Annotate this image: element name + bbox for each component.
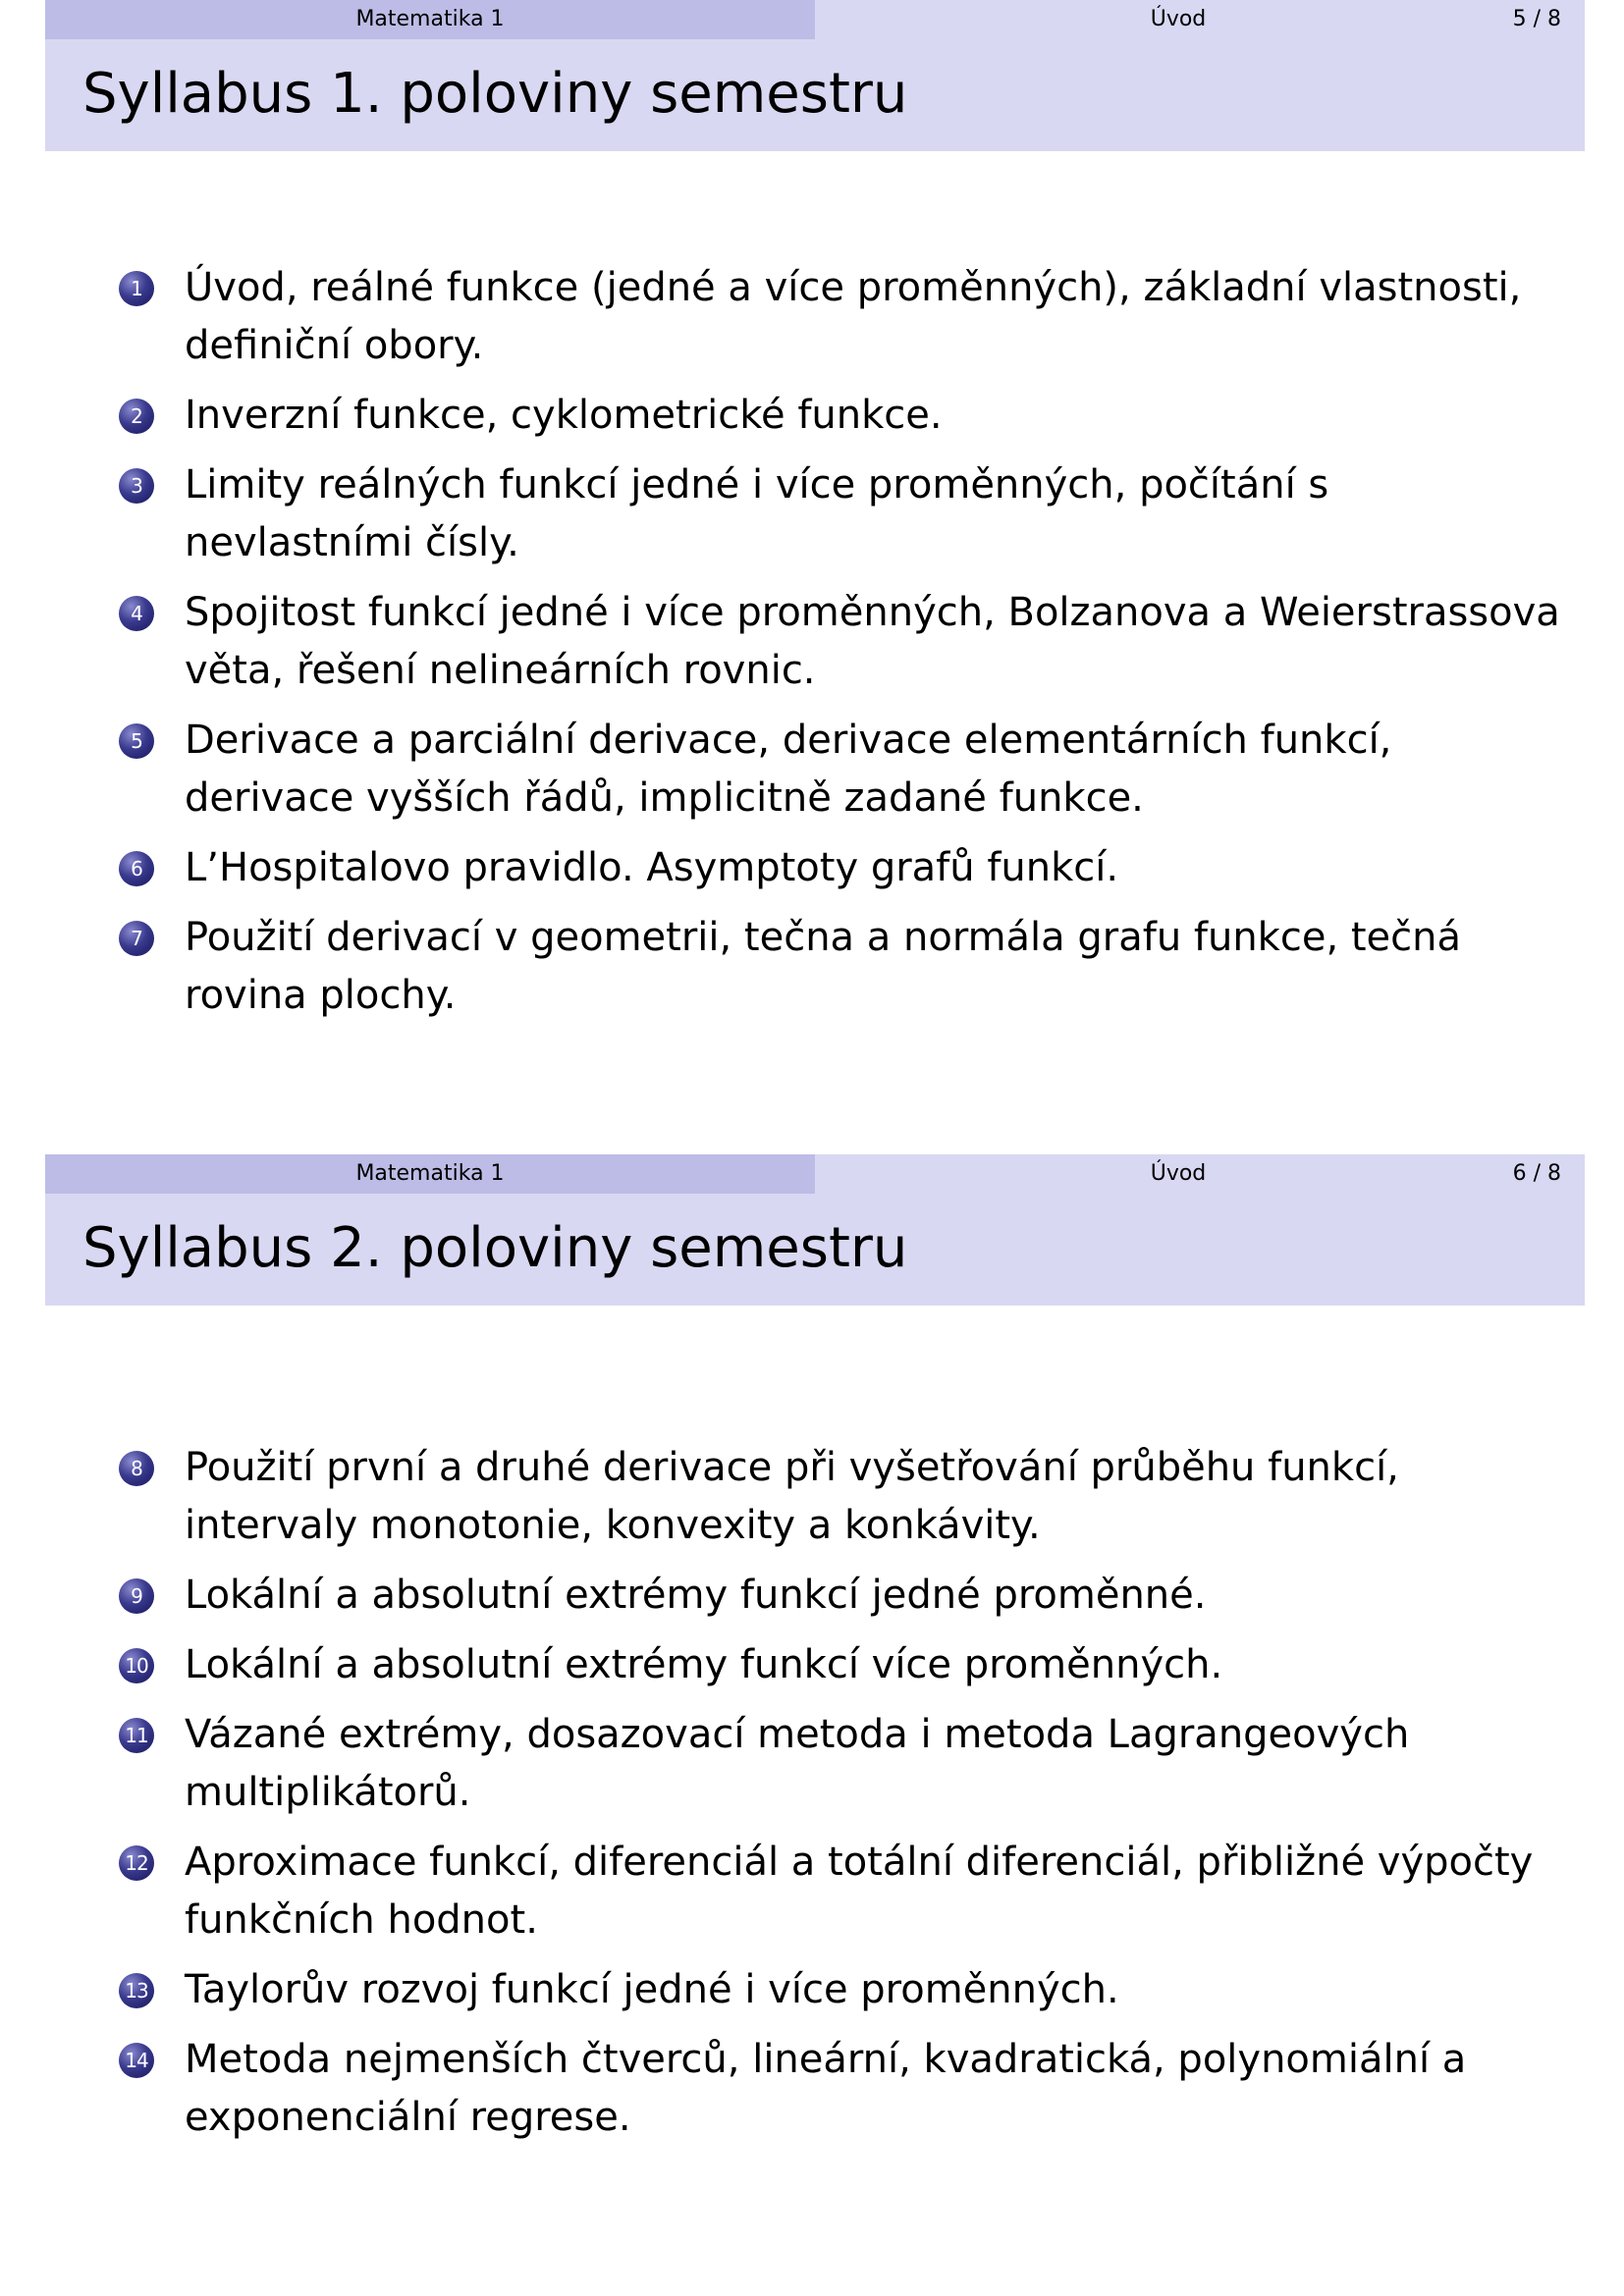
item-text: Úvod, reálné funkce (jedné a více proměnných), základní vlastnosti, definiční obory. [185, 265, 1522, 368]
list-item [45, 1706, 1585, 1822]
frame-title-bar [45, 39, 1585, 151]
item-number-bullet: 5 [119, 723, 154, 759]
headline-section: Úvod [1150, 7, 1207, 31]
item-number-bullet: 8 [119, 1451, 154, 1486]
item-text: Aproximace funkcí, diferenciál a totální diferenciál, přibližné výpočty funkčních hodnot. [185, 1840, 1534, 1943]
headline [45, 1154, 1585, 1194]
item-text: Spojitost funkcí jedné i více proměnných, Bolzanova a Weierstrassova věta, řešení nelineárních rovnic. [185, 590, 1560, 693]
frame-title: Syllabus 1. poloviny semestru [82, 62, 908, 126]
item-text: Použití první a druhé derivace při vyšetřování průběhu funkcí, intervaly monotonie, konvexity a konkávity. [185, 1445, 1399, 1548]
slide-5 [45, 0, 1585, 1021]
item-text: L’Hospitalovo pravidlo. Asymptoty grafů funkcí. [185, 845, 1119, 890]
list-item [45, 259, 1585, 375]
headline-page-number: 6 / 8 [1512, 1161, 1561, 1186]
slide-6 [45, 1154, 1585, 2175]
item-number-bullet: 7 [119, 921, 154, 956]
list-item [45, 909, 1585, 1025]
list-item [45, 456, 1585, 572]
item-number-bullet: 13 [119, 1973, 154, 2008]
item-text: Lokální a absolutní extrémy funkcí více proměnných. [185, 1642, 1223, 1687]
list-item [45, 1636, 1585, 1694]
frame-title-bar [45, 1194, 1585, 1306]
syllabus-list [45, 1439, 1585, 2159]
item-text: Vázané extrémy, dosazovací metoda i metoda Lagrangeových multiplikátorů. [185, 1712, 1410, 1815]
item-number-bullet: 3 [119, 468, 154, 504]
item-text: Derivace a parciální derivace, derivace elementárních funkcí, derivace vyšších řádů, implicitně zadané funkce. [185, 718, 1392, 821]
item-number-bullet: 6 [119, 851, 154, 886]
item-number-bullet: 11 [119, 1718, 154, 1753]
item-text: Metoda nejmenších čtverců, lineární, kvadratická, polynomiální a exponenciální regrese. [185, 2037, 1467, 2140]
item-text: Lokální a absolutní extrémy funkcí jedné proměnné. [185, 1573, 1207, 1618]
headline-course-title: Matematika 1 [355, 1161, 505, 1186]
list-item [45, 1439, 1585, 1555]
item-number-bullet: 10 [119, 1648, 154, 1683]
item-text: Limity reálných funkcí jedné i více proměnných, počítání s nevlastními čísly. [185, 462, 1329, 565]
list-item [45, 2031, 1585, 2147]
item-number-bullet: 12 [119, 1845, 154, 1881]
headline-page-number: 5 / 8 [1512, 7, 1561, 31]
item-number-bullet: 4 [119, 596, 154, 631]
list-item [45, 839, 1585, 897]
list-item [45, 712, 1585, 828]
list-item [45, 1834, 1585, 1949]
headline [45, 0, 1585, 39]
item-number-bullet: 14 [119, 2043, 154, 2078]
list-item [45, 387, 1585, 445]
item-text: Inverzní funkce, cyklometrické funkce. [185, 393, 943, 438]
headline-section: Úvod [1150, 1161, 1207, 1186]
item-text: Použití derivací v geometrii, tečna a normála grafu funkce, tečná rovina plochy. [185, 915, 1462, 1018]
headline-course-title: Matematika 1 [355, 7, 505, 31]
item-number-bullet: 2 [119, 399, 154, 434]
item-text: Taylorův rozvoj funkcí jedné i více proměnných. [185, 1967, 1119, 2012]
item-number-bullet: 1 [119, 271, 154, 306]
list-item [45, 584, 1585, 700]
list-item [45, 1961, 1585, 2019]
syllabus-list [45, 259, 1585, 1037]
frame-title: Syllabus 2. poloviny semestru [82, 1216, 908, 1280]
item-number-bullet: 9 [119, 1578, 154, 1614]
list-item [45, 1567, 1585, 1625]
